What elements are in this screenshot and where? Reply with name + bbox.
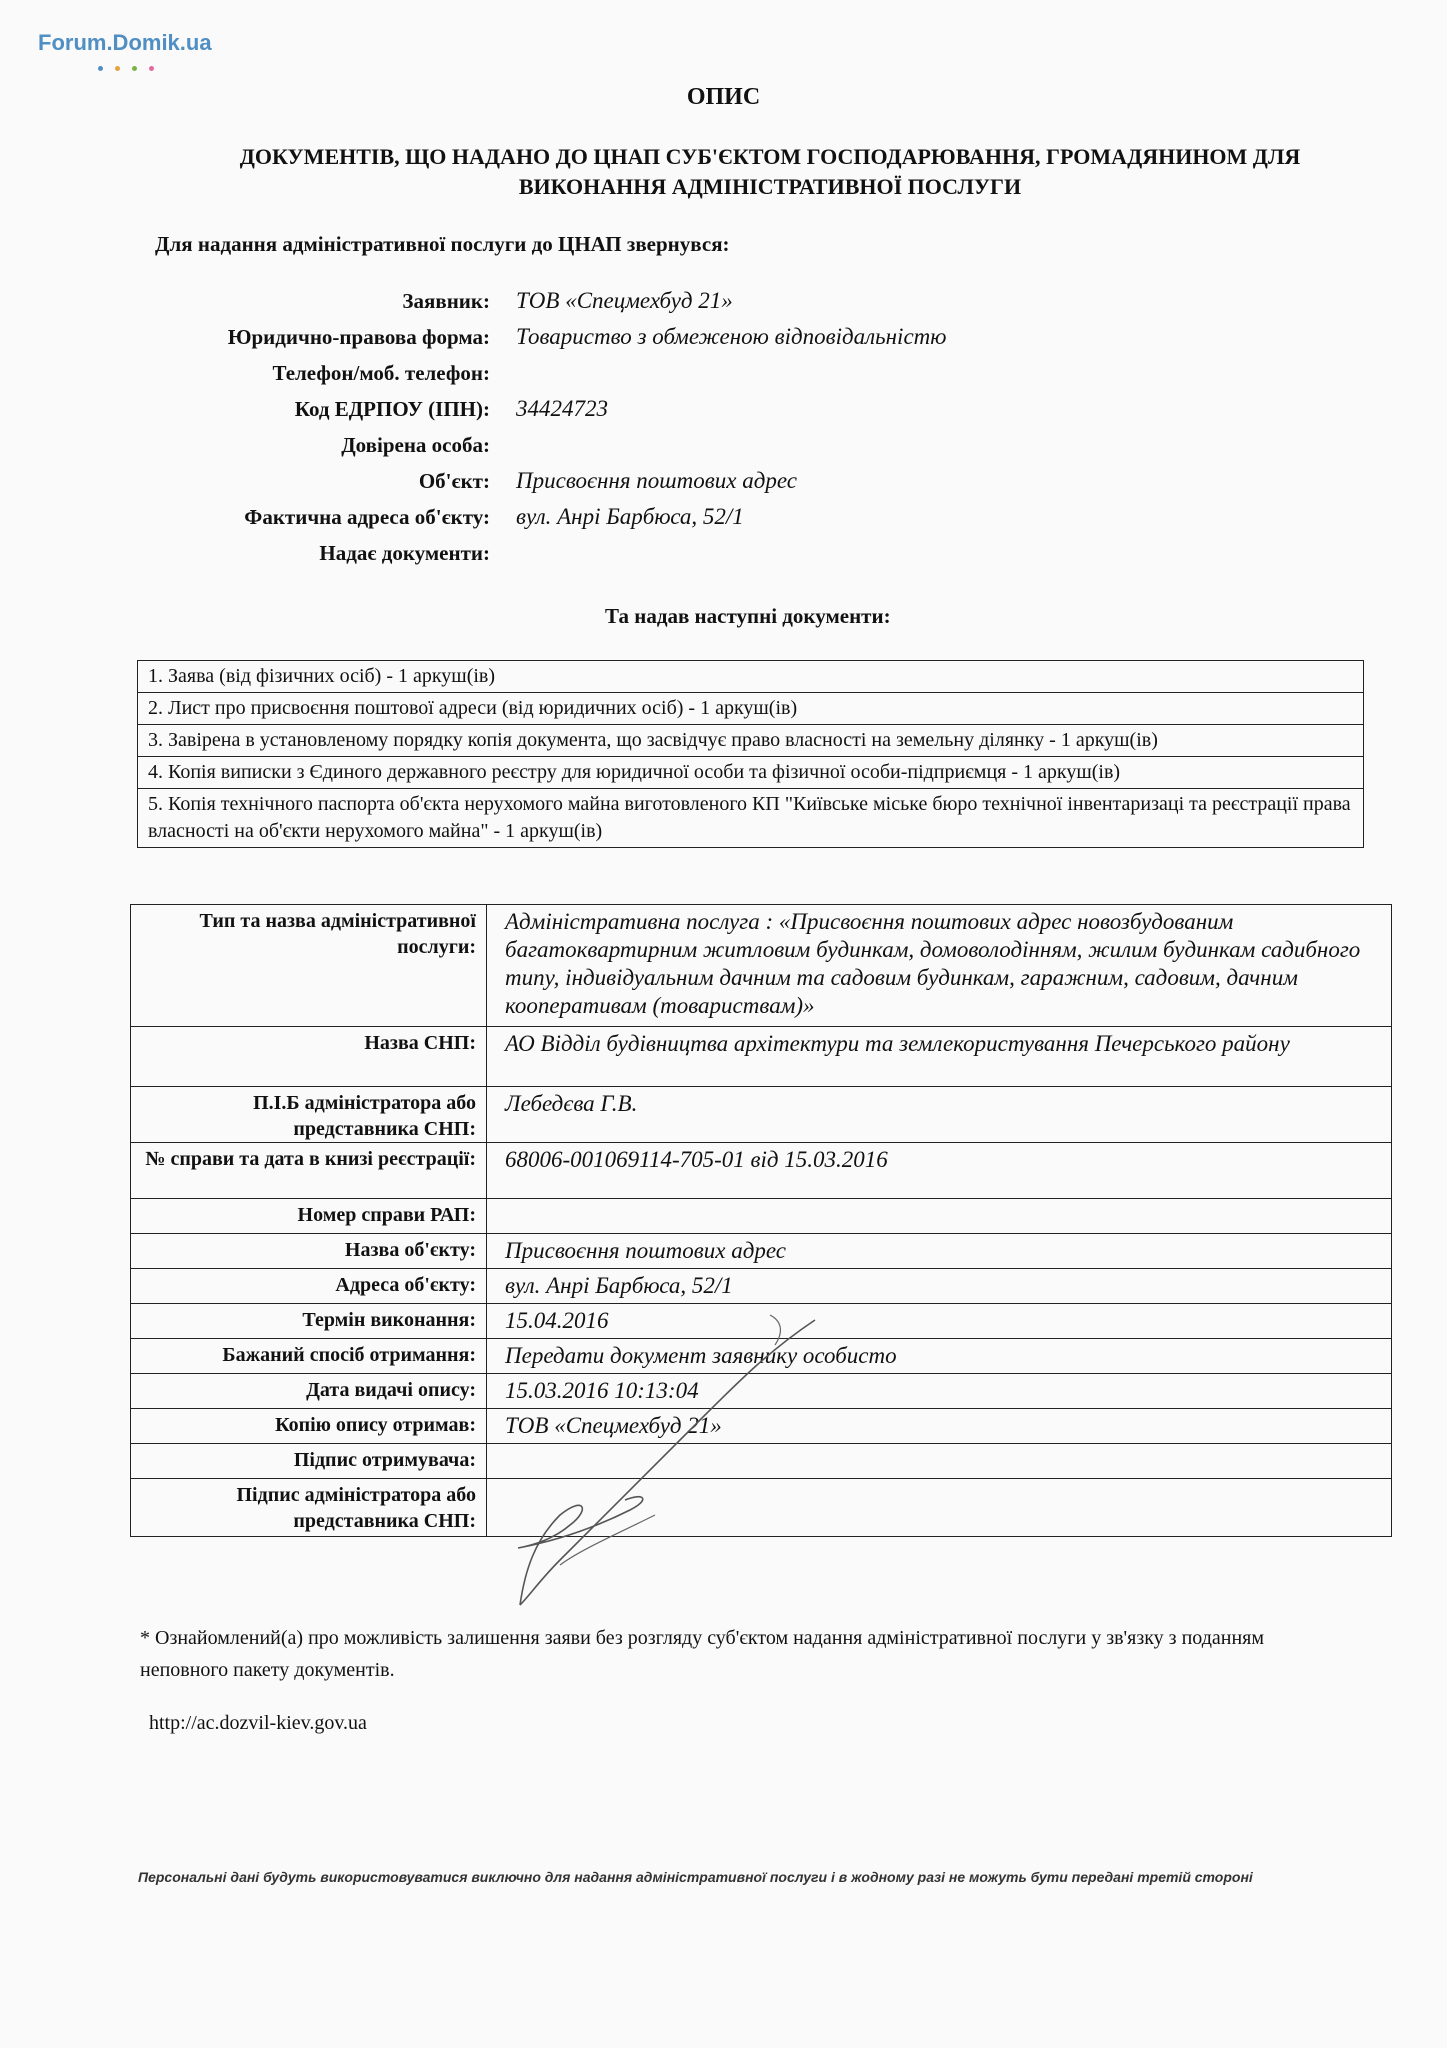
applicant-row <box>140 499 1340 535</box>
info-value <box>487 1199 1392 1234</box>
info-value: Лебедєва Г.В. <box>487 1087 1392 1143</box>
document-subtitle: ДОКУМЕНТІВ, ЩО НАДАНО ДО ЦНАП СУБ'ЄКТОМ ГОСПОДАРЮВАННЯ, ГРОМАДЯНИНОМ ДЛЯ ВИКОНАННЯ АДМІНІСТРАТИВНОЇ ПОСЛУГИ <box>239 144 1301 199</box>
applicant-value: 34424723 <box>516 396 608 421</box>
info-label: Термін виконання: <box>131 1304 487 1339</box>
info-value: ТОВ «Спецмехбуд 21» <box>487 1409 1392 1444</box>
info-value: Присвоєння поштових адрес <box>487 1234 1392 1269</box>
documents-table <box>137 660 1364 848</box>
document-item: 3. Завірена в установленому порядку копія документа, що засвідчує право власності на земельну ділянку - 1 аркуш(ів) <box>138 725 1364 757</box>
applicant-value: Присвоєння поштових адрес <box>516 468 797 493</box>
table-row <box>131 905 1392 1027</box>
info-value: 15.04.2016 <box>487 1304 1392 1339</box>
applicant-label: Код ЕДРПОУ (ІПН): <box>294 396 490 421</box>
table-row <box>131 1199 1392 1234</box>
table-row <box>131 1269 1392 1304</box>
info-label: Бажаний спосіб отримання: <box>131 1339 487 1374</box>
applicant-value: вул. Анрі Барбюса, 52/1 <box>516 504 744 529</box>
info-label: Номер справи РАП: <box>131 1199 487 1234</box>
notice-text: * Ознайомлений(а) про можливість залишення заяви без розгляду суб'єктом надання адміністративної послуги у зв'язку з поданням неповного пакету документів. <box>140 1627 1265 1681</box>
applicant-value: Товариство з обмеженою відповідальністю <box>516 324 947 349</box>
applicant-row <box>140 283 1340 319</box>
applicant-row <box>140 463 1340 499</box>
table-row <box>138 789 1364 848</box>
info-value: вул. Анрі Барбюса, 52/1 <box>487 1269 1392 1304</box>
privacy-footer: Персональні дані будуть використовуватися виключно для надання адміністративної послуги і в жодному разі не можуть бути передані третій стороні <box>138 1869 1253 1885</box>
info-label: Підпис отримувача: <box>131 1444 487 1479</box>
applicant-value: ТОВ «Спецмехбуд 21» <box>516 288 733 313</box>
info-label: Копію опису отримав: <box>131 1409 487 1444</box>
info-label: Підпис адміністратора або представника СНП: <box>131 1479 487 1537</box>
watermark-dot <box>115 66 120 71</box>
info-label: Назва СНП: <box>131 1027 487 1087</box>
watermark-dot <box>98 66 103 71</box>
applicant-label: Фактична адреса об'єкту: <box>244 504 490 529</box>
document-title: ОПИС <box>686 84 761 110</box>
table-row <box>138 757 1364 789</box>
website-url: http://ac.dozvil-kiev.gov.ua <box>149 1712 367 1734</box>
info-value: 68006-001069114-705-01 від 15.03.2016 <box>487 1143 1392 1199</box>
documents-heading: Та надав наступні документи: <box>605 604 891 628</box>
intro-text: Для надання адміністративної послуги до ЦНАП звернувся: <box>155 232 730 256</box>
table-row <box>131 1087 1392 1143</box>
applicant-label: Довірена особа: <box>341 432 490 457</box>
handwritten-signature <box>440 1310 820 1610</box>
table-row <box>138 725 1364 757</box>
table-row <box>131 1234 1392 1269</box>
watermark-logo: Forum.Domik.ua <box>38 30 212 55</box>
applicant-row <box>140 427 1340 463</box>
applicant-label: Заявник: <box>402 288 490 313</box>
applicant-label: Об'єкт: <box>418 468 490 493</box>
applicant-row <box>140 319 1340 355</box>
info-value: АО Відділ будівництва архітектури та землекористування Печерського району <box>487 1027 1392 1087</box>
table-row <box>131 1027 1392 1087</box>
info-label: Назва об'єкту: <box>131 1234 487 1269</box>
info-label: Тип та назва адміністративної послуги: <box>131 905 487 1027</box>
info-value: Передати документ заявнику особисто <box>487 1339 1392 1374</box>
watermark-dots <box>98 58 166 76</box>
applicant-row <box>140 355 1340 391</box>
info-value: 15.03.2016 10:13:04 <box>487 1374 1392 1409</box>
info-label: № справи та дата в книзі реєстрації: <box>131 1143 487 1199</box>
document-item: 4. Копія виписки з Єдиного державного реєстру для юридичної особи та фізичної особи-підприємця - 1 аркуш(ів) <box>138 757 1364 789</box>
table-row <box>131 1143 1392 1199</box>
watermark-dot <box>132 66 137 71</box>
table-row <box>138 661 1364 693</box>
applicant-label: Телефон/моб. телефон: <box>272 360 490 385</box>
applicant-label: Юридично-правова форма: <box>227 324 490 349</box>
info-label: Адреса об'єкту: <box>131 1269 487 1304</box>
info-value: Адміністративна послуга : «Присвоєння поштових адрес новозбудованим багатоквартирним житловим будинкам, домоволодінням, жилим будинкам садибного типу, індивідуальним дачним та садовим будинкам, гаражним, садовим, дачним кооперативам (товариствам)» <box>487 905 1392 1027</box>
document-item: 5. Копія технічного паспорта об'єкта нерухомого майна виготовленого КП "Київське міське бюро технічної інвентаризаці та реєстрації права власності на об'єкти нерухомого майна" - 1 аркуш(ів) <box>138 789 1364 848</box>
applicant-row <box>140 391 1340 427</box>
info-label: П.І.Б адміністратора або представника СНП: <box>131 1087 487 1143</box>
info-label: Дата видачі опису: <box>131 1374 487 1409</box>
document-item: 2. Лист про присвоєння поштової адреси (від юридичних осіб) - 1 аркуш(ів) <box>138 693 1364 725</box>
table-row <box>138 693 1364 725</box>
document-item: 1. Заява (від фізичних осіб) - 1 аркуш(ів) <box>138 661 1364 693</box>
applicant-details <box>140 283 1340 571</box>
applicant-label: Надає документи: <box>319 540 490 565</box>
applicant-row <box>140 535 1340 571</box>
watermark-dot <box>149 66 154 71</box>
